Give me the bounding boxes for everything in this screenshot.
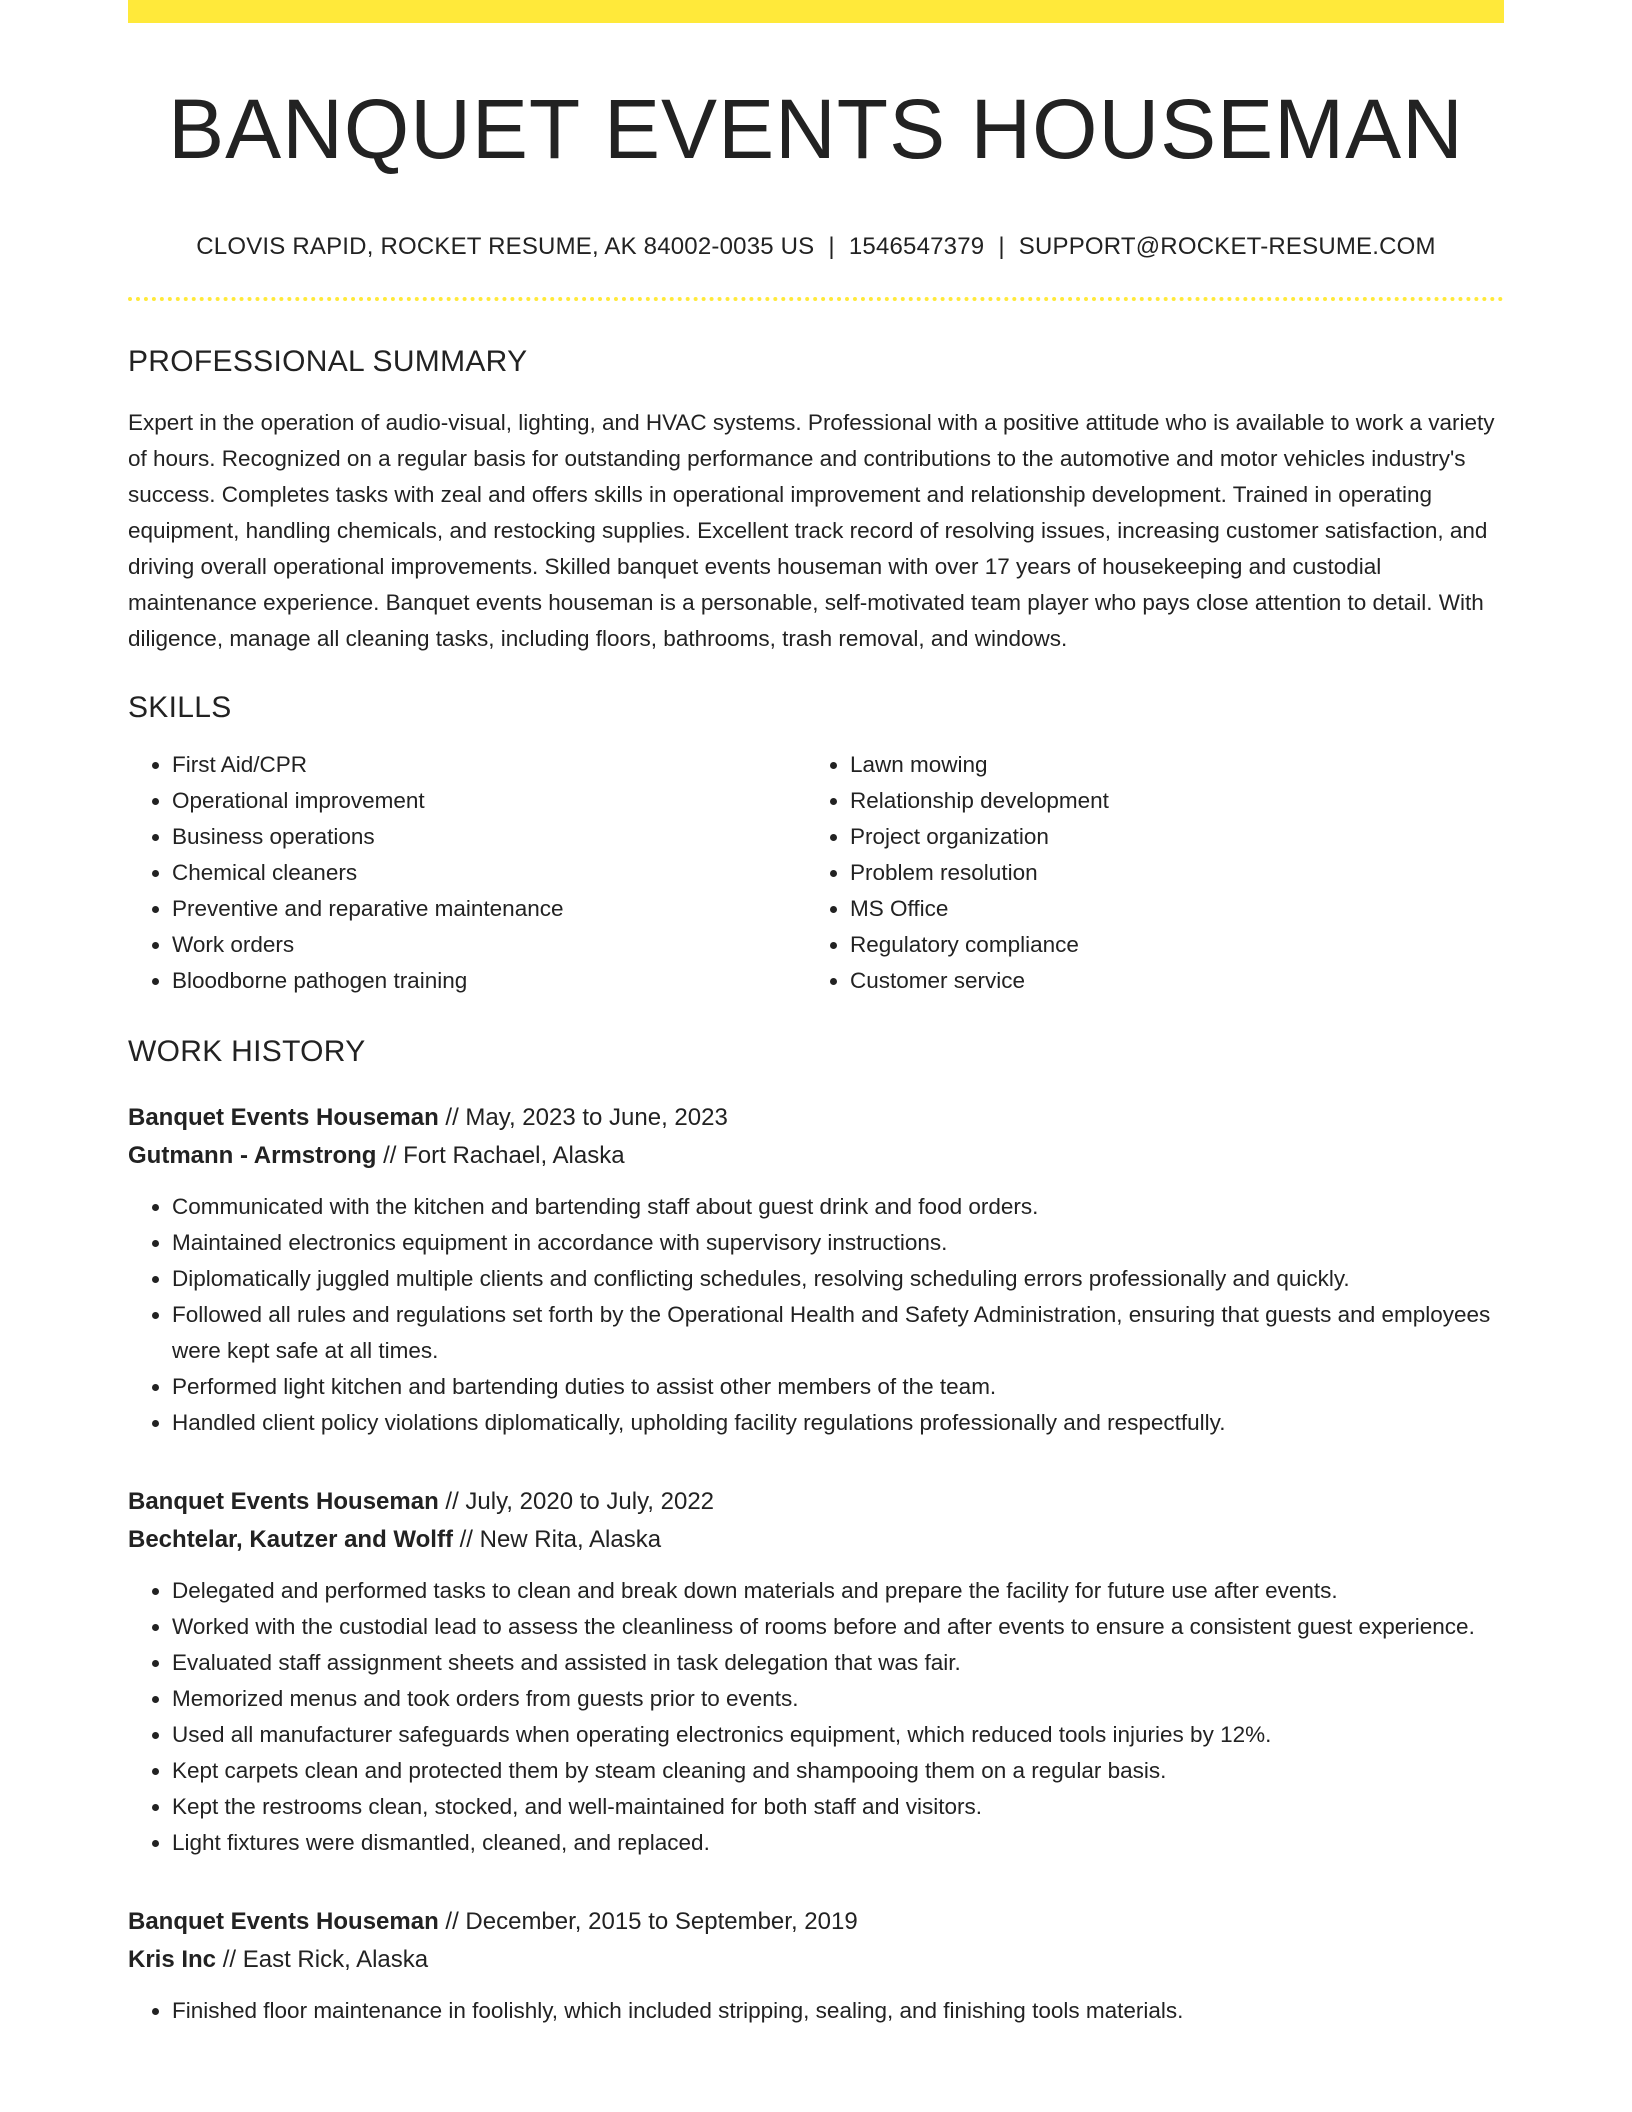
job-duty-item: • Delegated and performed tasks to clean and break down materials and prepare the facility for future use after events. bbox=[172, 1573, 1504, 1609]
job-duty-item: • Used all manufacturer safeguards when operating electronics equipment, which reduced tools injuries by 12%. bbox=[172, 1717, 1504, 1753]
job-duty-item: • Memorized menus and took orders from guests prior to events. bbox=[172, 1681, 1504, 1717]
skills-column-left bbox=[128, 747, 806, 999]
skill-item: • Regulatory compliance bbox=[850, 927, 1484, 963]
job-duties bbox=[128, 1993, 1504, 2029]
job-duty-item: • Evaluated staff assignment sheets and assisted in task delegation that was fair. bbox=[172, 1645, 1504, 1681]
job-dates: // December, 2015 to September, 2019 bbox=[445, 1908, 858, 1936]
job-duty-item: • Worked with the custodial lead to assess the cleanliness of rooms before and after events to ensure a consistent guest experience. bbox=[172, 1609, 1504, 1645]
job-duty-item: • Maintained electronics equipment in accordance with supervisory instructions. bbox=[172, 1225, 1504, 1261]
job-company: Kris Inc bbox=[128, 1946, 217, 1974]
job-company: Gutmann - Armstrong bbox=[128, 1142, 377, 1170]
summary-heading: PROFESSIONAL SUMMARY bbox=[128, 345, 528, 379]
job-title-line bbox=[128, 1483, 1504, 1521]
job-title-line bbox=[128, 1903, 1504, 1941]
job-duty-item: • Performed light kitchen and bartending duties to assist other members of the team. bbox=[172, 1369, 1504, 1405]
job-duties bbox=[128, 1573, 1504, 1861]
job-location: // East Rick, Alaska bbox=[222, 1946, 429, 1974]
contact-separator: | bbox=[998, 233, 1005, 261]
job-duty-item: • Handled client policy violations diplomatically, upholding facility regulations professionally and respectfully. bbox=[172, 1405, 1504, 1441]
skill-item: • Relationship development bbox=[850, 783, 1484, 819]
skill-item: • Customer service bbox=[850, 963, 1484, 999]
job-location: // New Rita, Alaska bbox=[459, 1526, 662, 1554]
skill-item: • Operational improvement bbox=[172, 783, 806, 819]
skills-column-right bbox=[806, 747, 1484, 999]
skill-item: • Problem resolution bbox=[850, 855, 1484, 891]
job-entry bbox=[128, 1099, 1504, 1441]
skill-item: • First Aid/CPR bbox=[172, 747, 806, 783]
skill-item: • Bloodborne pathogen training bbox=[172, 963, 806, 999]
job-company-line bbox=[128, 1137, 1504, 1175]
job-dates: // July, 2020 to July, 2022 bbox=[445, 1488, 715, 1516]
summary-text: Expert in the operation of audio-visual, lighting, and HVAC systems. Professional with a positive attitude who is available to work a variety of hours. Recognized on a regular basis for outstanding performance and contributions to the automotive and motor vehicles industry's success. Completes tasks with zeal and offers skills in operational improvement and relationship development. Trained in operating equipment, handling chemicals, and restocking supplies. Excellent track record of resolving issues, increasing customer satisfaction, and driving overall operational improvements. Skilled banquet events houseman with over 17 years of housekeeping and custodial maintenance experience. Banquet events houseman is a personable, self-motivated team player who pays close attention to detail. With diligence, manage all cleaning tasks, including floors, bathrooms, trash removal, and windows. bbox=[128, 410, 1495, 652]
skills-heading: SKILLS bbox=[128, 691, 232, 725]
job-role: Banquet Events Houseman bbox=[128, 1488, 439, 1516]
contact-address: CLOVIS RAPID, ROCKET RESUME, AK 84002-0035 US bbox=[196, 233, 815, 261]
job-role: Banquet Events Houseman bbox=[128, 1104, 439, 1132]
job-dates: // May, 2023 to June, 2023 bbox=[445, 1104, 728, 1132]
skills-list bbox=[128, 747, 1504, 999]
job-company: Bechtelar, Kautzer and Wolff bbox=[128, 1526, 453, 1554]
work-history-heading: WORK HISTORY bbox=[128, 1035, 366, 1069]
job-duty-item: • Kept the restrooms clean, stocked, and well-maintained for both staff and visitors. bbox=[172, 1789, 1504, 1825]
job-duty-item: • Diplomatically juggled multiple clients and conflicting schedules, resolving scheduling errors professionally and quickly. bbox=[172, 1261, 1504, 1297]
skill-item: • Work orders bbox=[172, 927, 806, 963]
job-duty-item: • Followed all rules and regulations set forth by the Operational Health and Safety Administration, ensuring that guests and employees were kept safe at all times. bbox=[172, 1297, 1504, 1369]
accent-top-bar bbox=[128, 0, 1504, 23]
dotted-divider bbox=[128, 297, 1504, 301]
contact-phone: 1546547379 bbox=[848, 233, 985, 261]
skill-item: • Preventive and reparative maintenance bbox=[172, 891, 806, 927]
skill-item: • Business operations bbox=[172, 819, 806, 855]
work-history-list bbox=[128, 1099, 1504, 2029]
contact-email: SUPPORT@ROCKET-RESUME.COM bbox=[1018, 233, 1436, 261]
job-duty-item: • Kept carpets clean and protected them by steam cleaning and shampooing them on a regular basis. bbox=[172, 1753, 1504, 1789]
skill-item: • MS Office bbox=[850, 891, 1484, 927]
job-entry bbox=[128, 1903, 1504, 2029]
resume-page bbox=[128, 0, 1504, 2029]
job-duty-item: • Light fixtures were dismantled, cleaned, and replaced. bbox=[172, 1825, 1504, 1861]
job-entry bbox=[128, 1483, 1504, 1861]
contact-separator: | bbox=[828, 233, 835, 261]
skill-item: • Project organization bbox=[850, 819, 1484, 855]
job-title-line bbox=[128, 1099, 1504, 1137]
job-company-line bbox=[128, 1521, 1504, 1559]
skill-item: • Lawn mowing bbox=[850, 747, 1484, 783]
candidate-name: BANQUET EVENTS HOUSEMAN bbox=[168, 82, 1464, 176]
job-role: Banquet Events Houseman bbox=[128, 1908, 439, 1936]
job-duty-item: • Communicated with the kitchen and bartending staff about guest drink and food orders. bbox=[172, 1189, 1504, 1225]
job-duty-item: • Finished floor maintenance in foolishly, which included stripping, sealing, and finishing tools materials. bbox=[172, 1993, 1504, 2029]
contact-line bbox=[128, 233, 1504, 261]
job-duties bbox=[128, 1189, 1504, 1441]
job-location: // Fort Rachael, Alaska bbox=[383, 1142, 625, 1170]
job-company-line bbox=[128, 1941, 1504, 1979]
skill-item: • Chemical cleaners bbox=[172, 855, 806, 891]
